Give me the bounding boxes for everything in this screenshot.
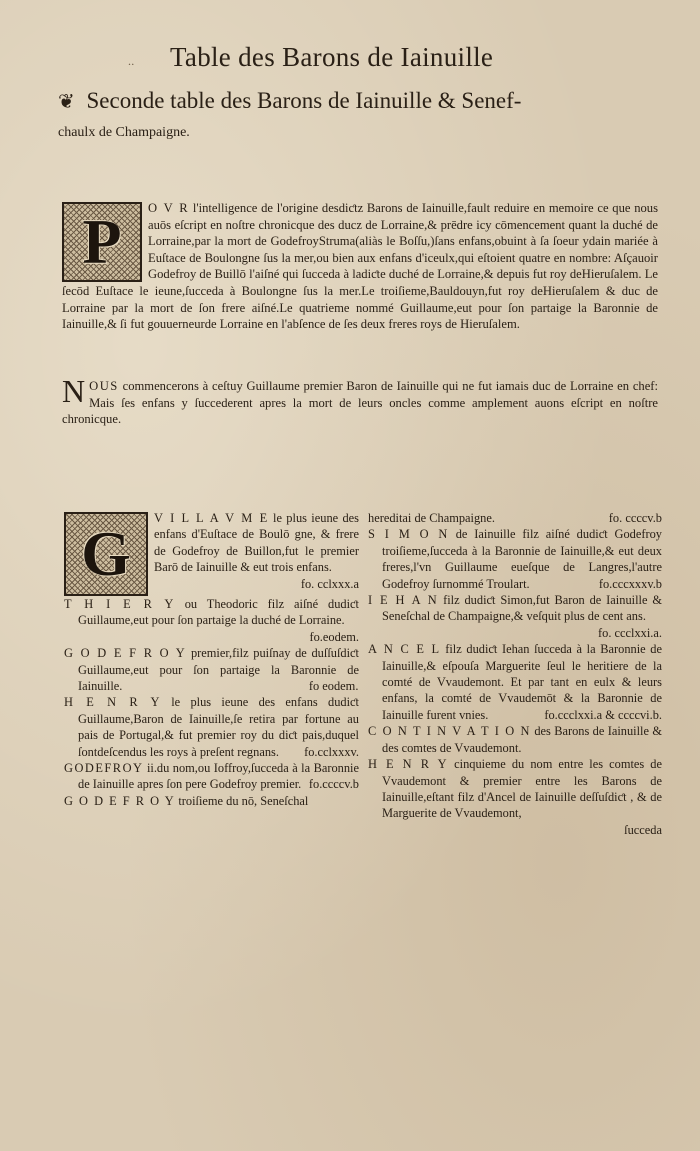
list-item — [368, 756, 662, 822]
entry-name: I E H A N — [368, 593, 439, 608]
entry-text: cinquieme du nom entre les comtes de Vvaudemont & premier entre les Barons de Iainuille,eſtant filz d'Ancel de Iainuille deſſuſdiƈt , & de Marguerite de Vvaudemont, — [382, 757, 663, 821]
folio-ref: fo. cclxxx.a — [300, 576, 359, 591]
list-item — [64, 645, 359, 694]
entry-name: G O D E F R O Y — [64, 793, 176, 808]
right-column — [368, 510, 662, 838]
entry-name: H E N R Y — [368, 757, 449, 772]
folio-ref: fo.ccclxxi.a & ccccvi.b. — [544, 707, 662, 722]
list-item — [64, 596, 359, 645]
entry-name: S I M O N — [368, 527, 449, 542]
entry-text: filz dudiƈt Simon,fut Baron de Iainuille & Seneſchal de Champaigne,& veſquit plus de cent ans. — [382, 593, 662, 624]
entry-name: H E N R Y — [64, 695, 161, 710]
folio-ref: fo. ccclxxi.a. — [598, 625, 662, 640]
entry-name: G O D E F R O Y — [64, 646, 187, 661]
p2-initial: N — [62, 373, 86, 409]
list-item — [64, 694, 359, 760]
entry-text: le plus ieune des enfans dudiƈt Guillaume,Baron de Iainuille,ſe retira par fortune au pais de Portugal,& fut premier roy du diƈt pais,duquel ſontdeſcendus les roys à preſent regnans. — [78, 695, 359, 759]
entry-text: ii.du nom,ou Ioffroy,ſucceda à la Baronnie de Iainuille apres ſon pere Godefroy premier. — [78, 761, 359, 792]
entry-name: T H I E R Y — [64, 597, 175, 611]
running-head-text: Table des Barons de Iainuille — [170, 42, 494, 72]
section-title-continuation: chaulx de Champaigne. — [58, 125, 190, 140]
left-column — [64, 510, 359, 809]
entry-text: filz dudiƈt Iehan ſucceda à la Baronnie de Iainuille,& eſpouſa Marguerite ſeul le heritiere de la comté de Vvaudemont. Et par tant en eulx & leurs enfans, la comté de Vvaudemōt & la Baronnie de Iainuille furent vnies. — [382, 642, 662, 722]
list-item — [64, 510, 359, 596]
running-head-mark: .. — [128, 54, 135, 68]
entry-name: V I L L A V M E — [154, 511, 269, 525]
folio-ref: fo.cclxxxv. — [304, 744, 359, 759]
entry-name: C O N T I N V A T I O N — [368, 724, 531, 739]
entry-text: de Iainuille filz aiſné dudiƈt Godefroy troiſieme,ſucceda à la Baronnie de Iainuille,& eut deux freres,l'vn Guillaume eueſque de Langres,l'autre Godefroy ſurnommé Troulart. — [382, 527, 662, 591]
entry-text: hereditai de Champaigne. — [368, 511, 495, 525]
dropcap-g — [64, 512, 148, 596]
catchword: ſucceda — [624, 822, 662, 837]
section-title — [58, 86, 658, 143]
list-item — [368, 641, 662, 723]
entry-text: premier,filz puiſnay de duſſuſdiƈt Guillaume,eut pour ſon partaige la Baronnie de Iainuille. — [78, 646, 359, 694]
second-paragraph — [62, 373, 658, 428]
list-item — [368, 723, 662, 756]
intro-lead: O V R — [148, 201, 190, 215]
folio-ref: fo.ccccv.b — [308, 777, 359, 792]
entry-text: des Barons de Iainuille & des comtes de Vvaudemont. — [382, 724, 662, 755]
list-item — [64, 760, 359, 793]
dropcap-letter: P — [82, 205, 122, 277]
entry-text: le plus ieune des enfans d'Euſtace de Boulō gne, & frere de Godefroy de Buillon,fut le premier Barō de Iainuille & eut trois enfans. — [154, 511, 359, 575]
folio-ref: fo.eodem. — [309, 629, 359, 644]
folio-ref: fo. ccccv.b — [608, 511, 662, 525]
intro-paragraph — [62, 200, 658, 333]
fleuron-icon: ❦ — [58, 91, 75, 113]
entry-text: troiſieme du nō, Seneſchal — [178, 793, 309, 808]
p2-text: commencerons à ceſtuy Guillaume premier Baron de Iainuille qui ne fut iamais duc de Lorraine en chef: Mais ſes enfans y ſuccederent apres la mort de leurs oncles comme amplement auons eſcript en noſtre chronicque. — [62, 379, 658, 427]
p2-lead: OUS — [89, 379, 119, 393]
section-title-text: Seconde table des Barons de Iainuille & Senef- — [86, 88, 522, 113]
list-item — [368, 510, 662, 526]
folio-ref: fo eodem. — [308, 679, 359, 694]
list-item — [64, 793, 359, 809]
dropcap-p — [62, 202, 142, 282]
folio-ref: fo.cccxxxv.b — [598, 576, 662, 591]
entry-name: A N C E L — [368, 642, 441, 657]
entry-text: ou Theodoric filz aiſné dudiƈt Guillaume,eut pour ſon partaige la duché de Lorraine. — [78, 597, 359, 628]
entry-name: GODEFROY — [64, 761, 144, 776]
intro-text: l'intelligence de l'origine desdiƈtz Barons de Iainuille,fault reduire en memoire ce que nous auōs eſcript en noſtre chronicque des ducz de Lorraine,& prēdre icy cōmencement quant la duché de Lorraine,par la mort de GodefroyStruma(aliàs le Boſſu,)ſans enfans,obuint à ſa ſoeur ydain mariée à Euſtace de Boulongne ſus la mer,ou bien aux enfans d'iceulx,qui eſtoient quatre en nombre: Aſçauoir Godefroy de Buillō l'aiſné qui ſucceda à ladiƈte duché de Lorraine,& depuis fut roy deHieruſalem. Le ſecōd Euſtace le ieune,ſucceda à Boulongne ſus la mer.Le troiſieme,Bauldouyn,fut roy deHieruſalem & duc de Lorraine par la mort de ſon frere aiſné.Le quatrieme nommé Guillaume,eut pour ſon partaige la Baronnie de Iainuille,& ſi fut gouuerneurde Lorraine en l'abſence de ſes deux freres roys de Hieruſalem. — [62, 201, 658, 332]
dropcap-letter: G — [81, 517, 131, 589]
running-head — [128, 42, 590, 73]
list-item — [368, 592, 662, 641]
list-item — [368, 526, 662, 592]
